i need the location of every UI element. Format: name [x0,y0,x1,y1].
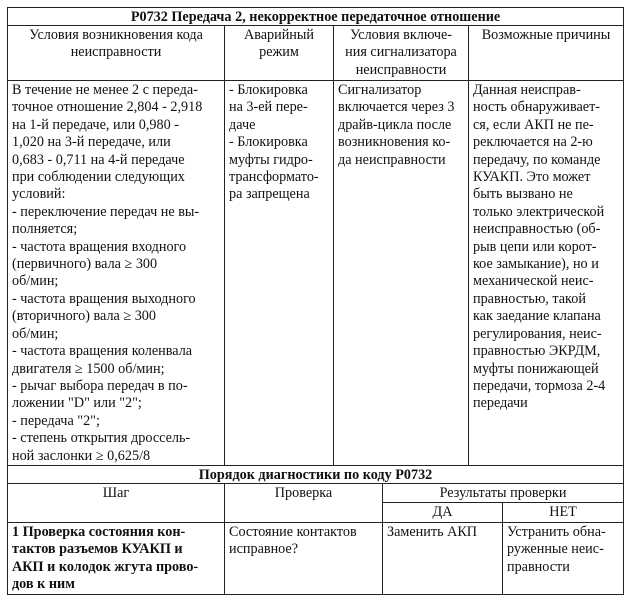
text-line: об/мин; [12,273,59,290]
header-line: Возможные причины [481,27,611,43]
text-line: Сигнализатор [338,82,422,98]
text-line: на 1-й передаче, или 0,980 - [12,116,179,133]
text-line: - Блокировка [229,82,308,98]
text-line: механической неис- [473,273,594,290]
text-line: возникновения ко- [338,134,451,151]
text-line: тактов разъемов КУАКП и [12,541,183,558]
header-indicator [334,26,469,81]
text-line: кое замыкание), но и [473,256,599,273]
text-line: точное отношение 2,804 - 2,918 [12,99,203,116]
header-line: неисправности [355,61,447,78]
text-line: (первичного) вала ≥ 300 [12,256,158,273]
text-line: - Блокировка [229,134,308,151]
text-line: включается через 3 [338,99,455,116]
text-line: 1,020 на 3-й передаче, или [12,134,171,151]
header-causes [469,26,624,81]
text-line: как заедание клапана [473,308,601,325]
text-line: двигателя ≥ 1500 об/мин; [12,360,165,377]
header-results: Результаты проверки [383,483,624,502]
dtc-table [7,7,624,595]
text-line: да неисправности [338,151,446,168]
text-line: рыв цепи или корот- [473,238,597,255]
text-line: Состояние контактов [229,523,357,540]
text-line: условий: [12,186,66,203]
text-line: - частота вращения входного [12,238,187,255]
text-line: исправное? [229,541,299,558]
text-line: ной заслонки ≥ 0,625/8 [12,447,151,464]
text-line: правностью, такой [473,290,586,307]
text-line: КУАКП. Это может [473,169,591,186]
text-line: передачи, тормоза 2-4 [473,377,606,394]
diagnostics-title: Порядок диагностики по коду P0732 [8,465,624,483]
text-line: на 3-ей пере- [229,99,308,116]
conditions-cell [8,81,225,466]
text-line: ра запрещена [229,186,310,203]
text-line: трансформато- [229,169,319,186]
text-line: полняется; [12,221,78,238]
text-line: - передача "2"; [12,412,100,429]
text-line: при соблюдении следующих [12,169,185,186]
header-line: режим [259,44,299,61]
check-cell [225,522,383,594]
emergency-cell [225,81,334,466]
text-line: неисправностью (об- [473,221,601,238]
text-line: АКП и колодок жгута прово- [12,558,199,575]
text-line: - степень открытия дроссель- [12,430,191,447]
text-line: реключается на 2-ю [473,134,593,151]
text-line: - переключение передач не вы- [12,203,200,220]
header-step: Шаг [8,483,225,522]
text-line: (вторичного) вала ≥ 300 [12,308,156,325]
header-line: Аварийный [243,27,315,43]
header-line: неисправности [70,44,162,61]
header-conditions [8,26,225,81]
text-line: Данная неисправ- [473,82,581,98]
text-line: правности [507,558,570,575]
text-line: Заменить АКП [387,523,478,540]
text-line: - рычаг выбора передач в по- [12,377,188,394]
text-line: передачи [473,395,528,412]
header-emergency [225,26,334,81]
header-no: НЕТ [503,503,624,522]
text-line: муфты гидро- [229,151,313,168]
text-line: 1 Проверка состояния кон- [12,523,186,540]
text-line: - частота вращения коленвала [12,343,193,360]
text-line: ся, если АКП не пе- [473,116,594,133]
header-line: Условия возникновения кода [29,27,203,43]
indicator-cell [334,81,469,466]
text-line: быть вызвано не [473,186,573,203]
text-line: ложении "D" или "2"; [12,395,142,412]
text-line: даче [229,116,256,133]
header-check: Проверка [225,483,383,522]
yes-cell [383,522,503,594]
step-cell [8,522,225,594]
text-line: муфты понижающей [473,360,599,377]
text-line: регулирования, неис- [473,325,602,342]
causes-cell [469,81,624,466]
header-line: ния сигнализатора [345,44,457,61]
text-line: только электрической [473,203,605,220]
text-line: руженные неис- [507,541,604,558]
header-yes: ДА [383,503,503,522]
table-title: P0732 Передача 2, некорректное передаточное отношение [8,8,624,26]
text-line: ность обнаруживает- [473,99,600,116]
text-line: дов к ним [12,575,75,592]
text-line: об/мин; [12,325,59,342]
text-line: 0,683 - 0,711 на 4-й передаче [12,151,185,168]
text-line: правностью ЭКРДМ, [473,343,601,360]
text-line: В течение не менее 2 с переда- [12,82,198,98]
text-line: - частота вращения выходного [12,290,196,307]
no-cell [503,522,624,594]
text-line: драйв-цикла после [338,116,452,133]
header-line: Условия включе- [349,27,453,43]
text-line: передачу, по команде [473,151,601,168]
text-line: Устранить обна- [507,523,606,540]
